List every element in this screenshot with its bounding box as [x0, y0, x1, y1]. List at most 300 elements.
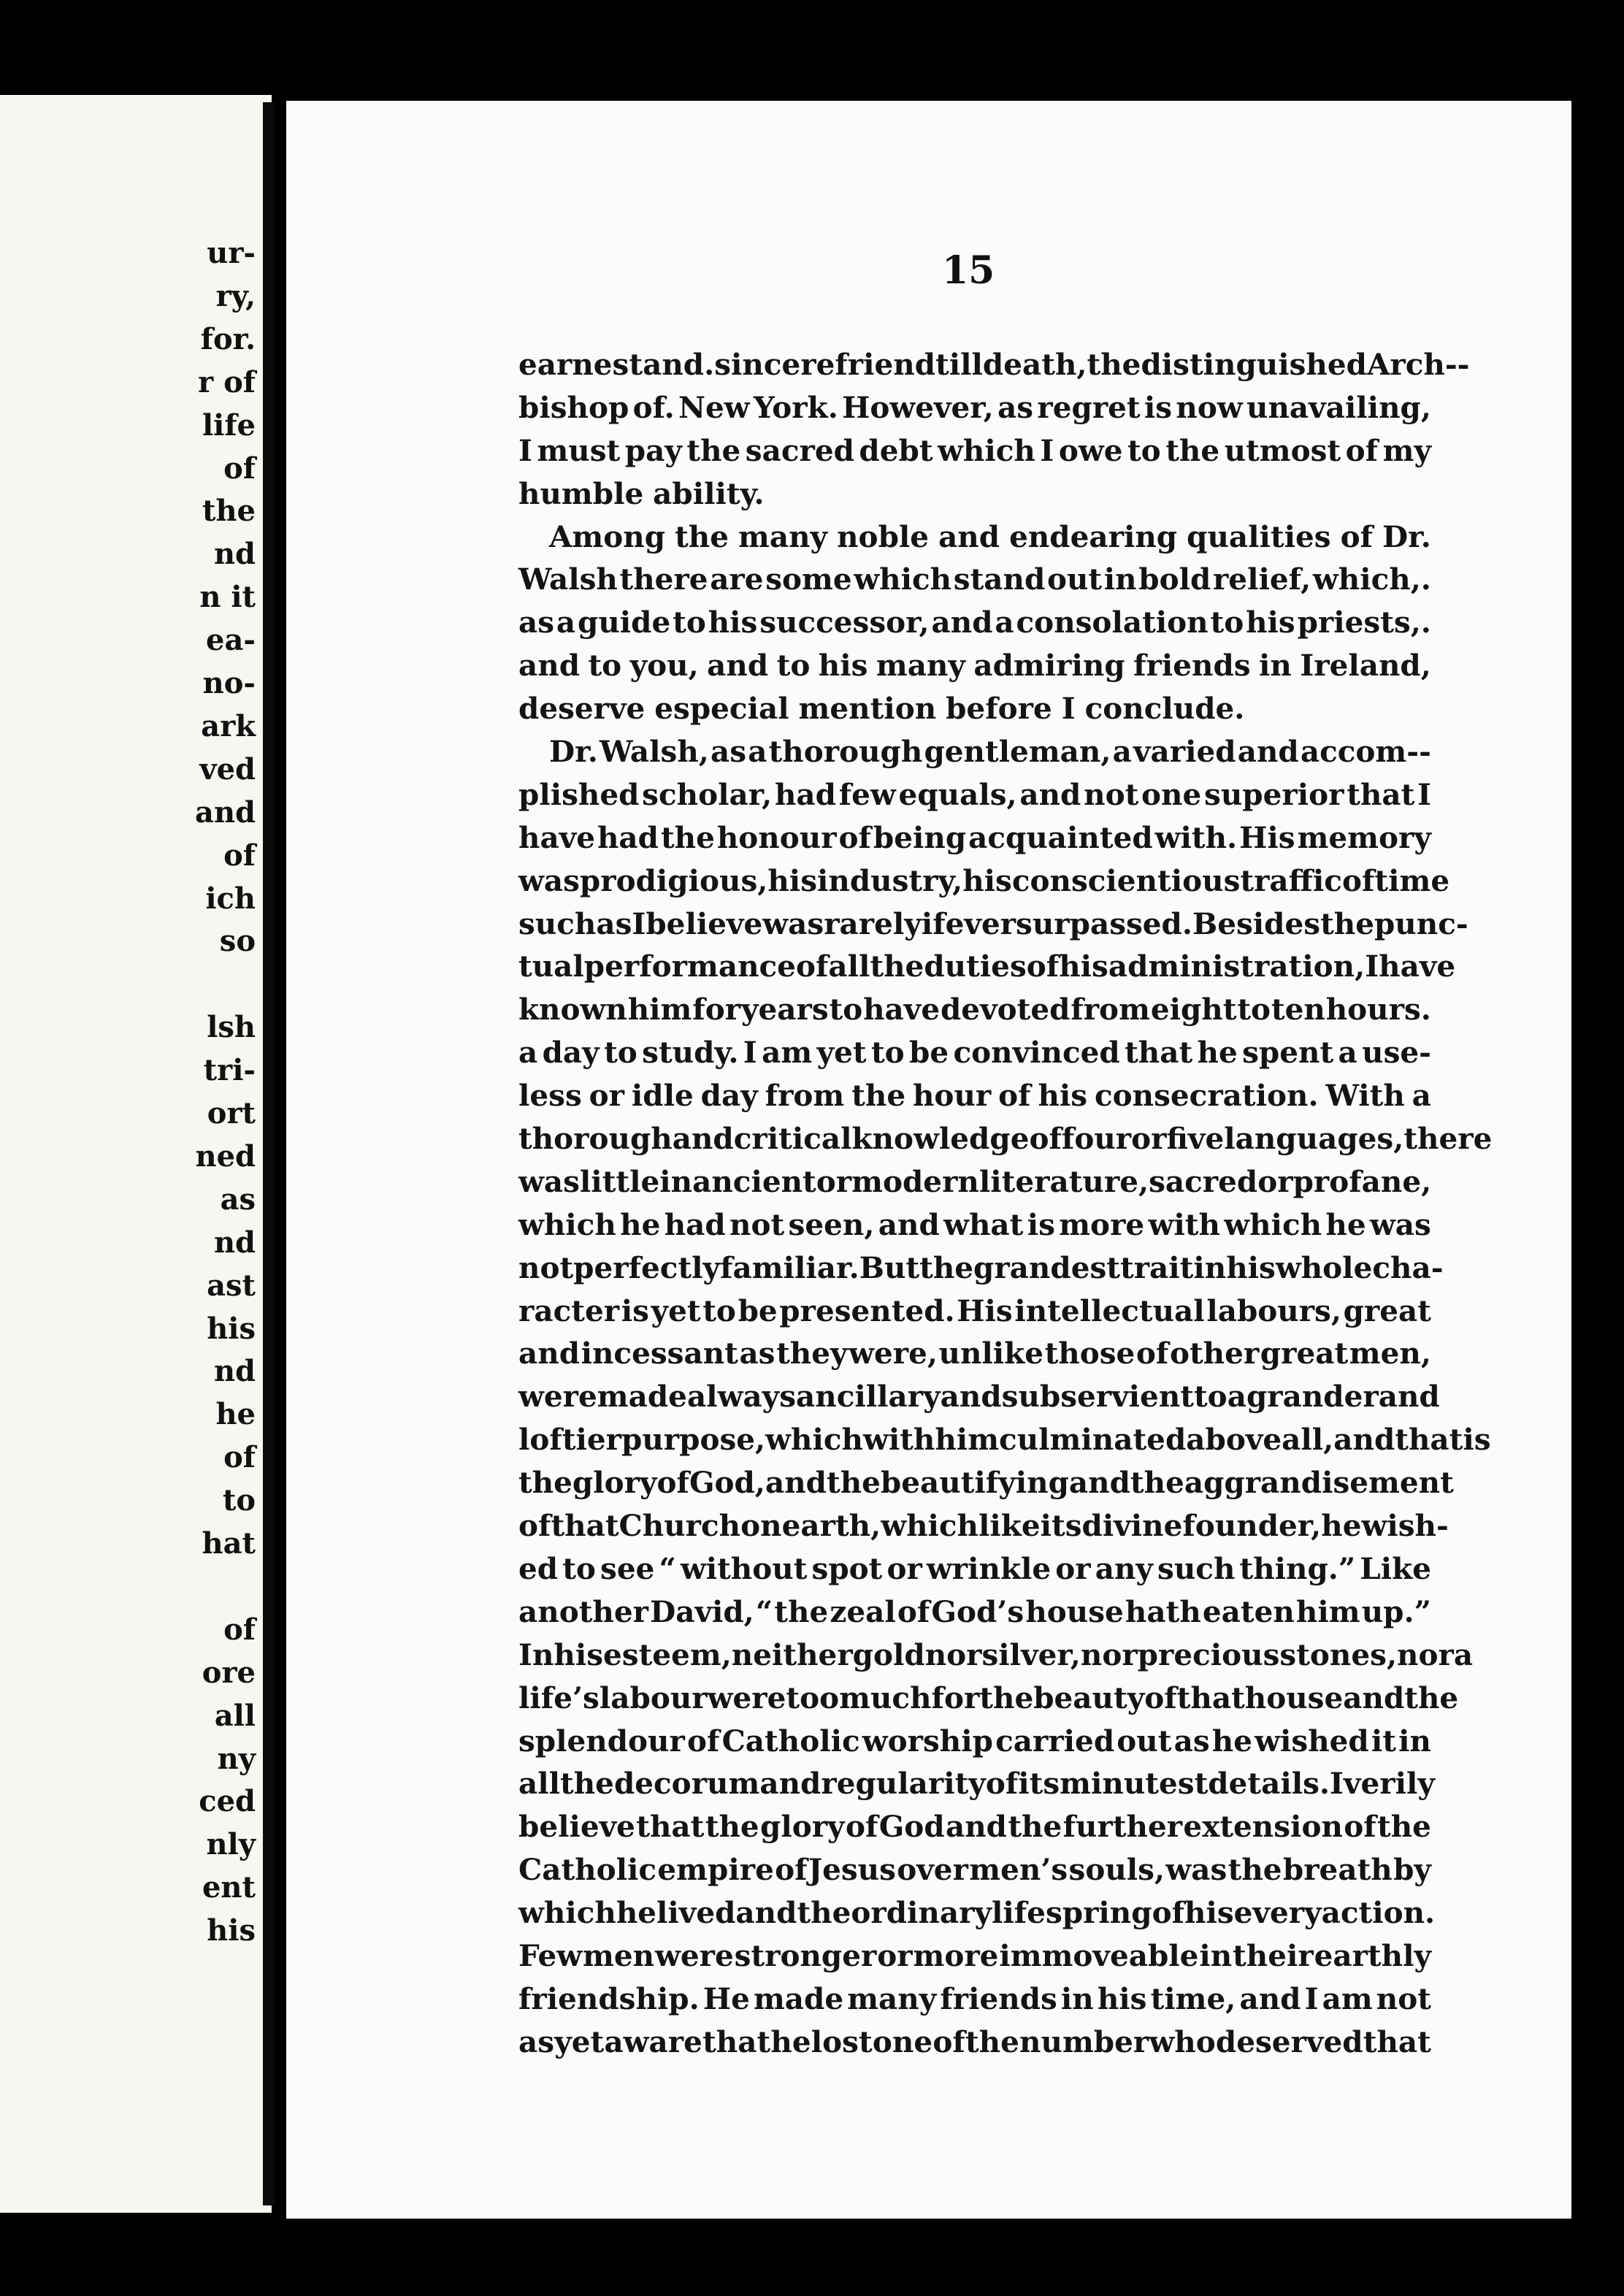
word: to	[1193, 1379, 1227, 1415]
word: in	[659, 1163, 693, 1199]
word: decorum	[613, 1766, 760, 1802]
word: in	[1103, 562, 1137, 597]
word: that	[1347, 776, 1415, 812]
word: life’s	[518, 1680, 600, 1715]
word: and	[1333, 1422, 1395, 1458]
word: and	[878, 1206, 940, 1242]
word: ability.	[653, 475, 765, 511]
word: was	[1165, 1852, 1227, 1888]
word: silver,	[981, 1637, 1081, 1672]
text-line	[518, 429, 1431, 472]
word: unavailing,	[1246, 389, 1431, 425]
word: the	[774, 1593, 829, 1629]
body-text	[518, 343, 1493, 2064]
word: convinced	[953, 1035, 1120, 1071]
word: and	[1239, 1981, 1301, 2016]
word: rarely	[824, 906, 922, 941]
word: the	[705, 1809, 759, 1845]
word: stones,	[1279, 1637, 1398, 1672]
word: in	[1398, 1723, 1431, 1759]
word: of	[1029, 1121, 1062, 1157]
word: men’s	[969, 1852, 1068, 1888]
word: But	[859, 1250, 920, 1285]
word: unlike	[938, 1336, 1044, 1371]
word: verily	[1343, 1766, 1435, 1802]
word: as	[1173, 1723, 1210, 1759]
text-line	[518, 1547, 1431, 1591]
word: sincere	[714, 347, 835, 382]
word: with	[1148, 1206, 1220, 1242]
word: a	[1338, 1035, 1357, 1071]
word: and	[938, 518, 1000, 554]
text-line	[518, 1978, 1431, 2021]
word: memory	[1297, 819, 1431, 855]
word: deserve	[518, 691, 646, 727]
text-line	[518, 601, 1431, 644]
word: and	[518, 648, 581, 684]
word: immoveable	[999, 1937, 1199, 1973]
word: empire	[657, 1852, 774, 1888]
word: presented.	[779, 1293, 955, 1328]
word: purpose,	[621, 1422, 766, 1458]
word: to	[870, 1035, 905, 1071]
word: that	[1176, 1680, 1245, 1715]
word: qualities	[1187, 518, 1331, 554]
word: In	[518, 1637, 554, 1672]
word: Walsh	[518, 562, 618, 597]
word: were	[655, 1937, 734, 1973]
word: noble	[837, 518, 930, 554]
word: industry,	[817, 862, 963, 898]
book-gutter	[263, 102, 275, 2205]
word: one	[1141, 776, 1202, 812]
text-line	[518, 1160, 1431, 1204]
word: to	[829, 992, 863, 1028]
word: I	[1417, 776, 1431, 812]
word: I	[1061, 691, 1076, 727]
word: beautifying	[880, 1465, 1069, 1501]
word: I	[632, 906, 646, 941]
word: intellectual	[1014, 1293, 1205, 1328]
word: him	[627, 992, 692, 1028]
word: perfectly	[573, 1250, 721, 1285]
word: the	[1087, 347, 1141, 382]
word: regularity	[821, 1766, 986, 1802]
text-line	[518, 1762, 1435, 1805]
word: a	[1412, 1078, 1431, 1114]
word: till	[935, 347, 983, 382]
word: scholar,	[642, 776, 773, 812]
word: made	[597, 1379, 687, 1415]
word: of	[897, 1593, 930, 1629]
word: had	[597, 819, 659, 855]
word: to	[1127, 432, 1161, 468]
word: his	[818, 648, 868, 684]
word: those	[1044, 1336, 1135, 1371]
word: had	[664, 1206, 726, 1242]
word: another	[518, 1593, 648, 1629]
word: and	[931, 605, 993, 640]
word: God	[878, 1809, 945, 1845]
word: time	[1374, 862, 1450, 898]
word: is	[1144, 389, 1173, 425]
word: have	[518, 819, 595, 855]
word: and	[1237, 734, 1299, 770]
word: his	[1097, 1981, 1147, 2016]
word: eight	[1150, 992, 1237, 1028]
word: action.	[1321, 1895, 1436, 1931]
word: as	[997, 389, 1034, 425]
word: ed	[518, 1550, 559, 1586]
word: bishop	[518, 389, 629, 425]
word: grander	[1246, 1379, 1379, 1415]
word: With	[1325, 1078, 1405, 1114]
word: ever	[945, 906, 1016, 941]
word: Catholic	[721, 1723, 860, 1759]
text-line	[518, 1074, 1431, 1117]
word: of	[985, 1766, 1019, 1802]
word: in	[1060, 1981, 1094, 2016]
word: which,.	[1312, 562, 1431, 597]
word: varied	[1133, 734, 1236, 770]
facing-page-fragment: of	[223, 838, 256, 873]
word: acquainted	[968, 819, 1153, 855]
facing-page-fragment: life	[202, 407, 256, 443]
word: are	[710, 562, 764, 597]
word: known	[518, 992, 627, 1028]
text-line	[518, 945, 1456, 988]
word: literature,	[978, 1163, 1149, 1199]
word: a	[1453, 1637, 1474, 1672]
word: now	[1176, 389, 1243, 425]
text-line	[518, 386, 1431, 429]
word: that	[1125, 1035, 1193, 1071]
word: hath	[1125, 1593, 1201, 1629]
word: souls,	[1068, 1852, 1165, 1888]
text-line	[518, 860, 1450, 903]
word: up.”	[1361, 1593, 1431, 1629]
word: “	[659, 1550, 676, 1586]
word: Walsh,	[599, 734, 709, 770]
word: owe	[1058, 432, 1123, 468]
word: cha-	[1372, 1250, 1444, 1285]
word: of	[1341, 862, 1375, 898]
word: earnest	[518, 347, 643, 382]
word: five	[1166, 1121, 1225, 1157]
word: duties	[924, 949, 1027, 984]
word: there	[619, 562, 708, 597]
word: guide	[578, 605, 671, 640]
text-line	[518, 773, 1431, 816]
word: splendour	[518, 1723, 685, 1759]
facing-page-fragment: ea-	[206, 623, 256, 658]
word: and	[940, 1379, 1002, 1415]
word: less	[518, 1078, 582, 1114]
text-line	[518, 988, 1431, 1031]
word: the	[660, 819, 715, 855]
word: for	[931, 1680, 980, 1715]
word: him	[935, 1422, 1000, 1458]
word: he	[1325, 1206, 1366, 1242]
text-line	[518, 1634, 1474, 1677]
word: I	[1330, 1766, 1344, 1802]
word: death,	[982, 347, 1087, 382]
word: his	[962, 862, 1012, 898]
word: of	[775, 1852, 808, 1888]
word: conscientious	[1011, 862, 1241, 898]
word: years	[740, 992, 829, 1028]
word: His	[1239, 819, 1295, 855]
word: much	[839, 1680, 932, 1715]
word: was	[518, 1163, 580, 1199]
word: his	[708, 605, 758, 640]
word: trait	[1119, 1250, 1194, 1285]
word: equals,	[898, 776, 1017, 812]
word: who	[1149, 2024, 1216, 2059]
facing-page-fragment: nly	[206, 1827, 256, 1862]
word: and	[1019, 776, 1081, 812]
word: nor	[1080, 1637, 1138, 1672]
word: is	[1463, 1422, 1491, 1458]
word: he	[1197, 1035, 1238, 1071]
facing-page-fragment: ich	[205, 881, 256, 916]
word: gentleman,	[924, 734, 1111, 770]
word: distinguished	[1141, 347, 1367, 382]
facing-page-fragment: ced	[199, 1784, 256, 1819]
word: His	[957, 1293, 1013, 1328]
word: such	[518, 906, 597, 941]
word: nor	[924, 1637, 982, 1672]
word: hour	[912, 1078, 992, 1114]
word: you,	[629, 648, 699, 684]
word: and	[518, 1336, 581, 1371]
word: Catholic	[518, 1852, 657, 1888]
word: the	[851, 1078, 906, 1114]
word: aware	[604, 2024, 702, 2059]
word: I	[518, 432, 532, 468]
word: I	[743, 1035, 757, 1071]
word: little	[579, 1163, 660, 1199]
word: to	[604, 1035, 637, 1071]
word: thorough	[768, 734, 923, 770]
word: utmost	[1224, 432, 1341, 468]
word: grandest	[973, 1250, 1120, 1285]
text-line	[518, 644, 1431, 687]
word: thorough	[518, 1121, 673, 1157]
word: Few	[518, 1937, 583, 1973]
word: his	[1246, 605, 1295, 640]
word: its	[1040, 1508, 1082, 1544]
word: one	[872, 2024, 933, 2059]
word: being	[873, 819, 967, 855]
word: the	[518, 1465, 572, 1501]
word: a	[1112, 734, 1132, 770]
word: before	[946, 691, 1052, 727]
word: deserved	[1215, 2024, 1363, 2059]
facing-page-fragment: ort	[207, 1096, 256, 1130]
facing-page-fragment: ore	[202, 1655, 256, 1690]
word: Dr.	[1382, 518, 1431, 554]
text-line	[518, 903, 1468, 946]
word: neither	[731, 1637, 853, 1672]
word: God,	[689, 1465, 765, 1501]
word: profane,	[1292, 1163, 1432, 1199]
word: to	[1210, 605, 1244, 640]
word: his	[1059, 949, 1108, 984]
word: David,	[650, 1593, 754, 1629]
word: with.	[1154, 819, 1238, 855]
facing-page-fragment: ur-	[207, 236, 256, 270]
facing-page-fragment: hat	[202, 1526, 256, 1561]
word: relief,	[1212, 562, 1311, 597]
word: that	[636, 1809, 705, 1845]
word: they	[776, 1336, 848, 1371]
word: as	[596, 906, 632, 941]
text-line	[518, 1891, 1436, 1935]
word: or	[816, 1163, 852, 1199]
word: pay	[624, 432, 682, 468]
word: house	[1244, 1680, 1344, 1715]
text-line	[518, 1805, 1431, 1848]
word: idle	[631, 1078, 694, 1114]
word: his	[554, 1637, 604, 1672]
word: on	[740, 1508, 782, 1544]
word: the	[1377, 1809, 1431, 1845]
word: worship	[862, 1723, 993, 1759]
word: their	[1233, 1937, 1314, 1973]
word: performance	[583, 949, 796, 984]
word: that	[551, 1508, 619, 1544]
word: to	[588, 648, 622, 684]
word: from	[765, 1078, 845, 1114]
word: endearing	[1009, 518, 1178, 554]
word: carried	[995, 1723, 1115, 1759]
word: and	[1343, 1680, 1405, 1715]
word: was	[762, 906, 824, 941]
facing-page-fragment: nd	[213, 537, 256, 572]
word: accom--	[1300, 734, 1431, 770]
word: he	[620, 1206, 661, 1242]
word: few	[838, 776, 896, 812]
word: of	[1340, 518, 1374, 554]
word: sacred	[745, 432, 854, 468]
word: there	[1403, 1121, 1493, 1157]
word: Ireland,	[1300, 648, 1431, 684]
word: a	[1227, 1379, 1246, 1415]
word: Among	[549, 518, 666, 554]
word: to	[702, 1293, 736, 1328]
word: culminated	[999, 1422, 1187, 1458]
text-line	[518, 1418, 1491, 1461]
word: of	[838, 819, 871, 855]
word: without	[680, 1550, 808, 1586]
word: tual	[518, 949, 584, 984]
word: gold	[852, 1637, 925, 1672]
word: and	[707, 648, 769, 684]
word: the	[1130, 1465, 1184, 1501]
word: devoted	[940, 992, 1070, 1028]
word: or	[1257, 1163, 1293, 1199]
word: of	[1135, 1336, 1169, 1371]
facing-page-fragment: of	[223, 1440, 256, 1475]
word: the	[1404, 1680, 1459, 1715]
word: of	[795, 949, 829, 984]
word: by	[1393, 1852, 1431, 1888]
word: of	[686, 1723, 720, 1759]
word: more	[1059, 1206, 1145, 1242]
word: consolation	[1016, 605, 1209, 640]
text-line	[518, 1720, 1431, 1763]
word: life	[991, 1895, 1046, 1931]
word: further	[1062, 1809, 1183, 1845]
facing-page-fragment: as	[220, 1182, 256, 1217]
facing-page-fragment: and	[195, 795, 256, 830]
word: have	[1379, 949, 1456, 984]
facing-page-fragment: ark	[201, 708, 256, 743]
word: or	[877, 1937, 913, 1973]
word: spent	[1242, 1035, 1334, 1071]
word: the	[979, 1680, 1034, 1715]
word: am	[762, 1035, 813, 1071]
word: was	[518, 862, 580, 898]
word: which	[765, 1422, 863, 1458]
word: successor,	[759, 605, 930, 640]
word: great	[1343, 1293, 1431, 1328]
word: priests,.	[1297, 605, 1431, 640]
word: glory	[572, 1465, 657, 1501]
word: New	[678, 389, 750, 425]
word: be	[909, 1035, 949, 1071]
word: as	[710, 734, 747, 770]
word: above	[1186, 1422, 1282, 1458]
word: Dr.	[549, 734, 598, 770]
word: of	[845, 1809, 878, 1845]
word: sacred	[1149, 1163, 1258, 1199]
word: earth,	[781, 1508, 881, 1544]
word: number	[1019, 2024, 1149, 2059]
word: traffic	[1240, 862, 1342, 898]
word: I	[1365, 949, 1379, 984]
word: plished	[518, 776, 640, 812]
word: of	[518, 1508, 551, 1544]
word: prodigious,	[579, 862, 768, 898]
facing-page-fragment: r of	[198, 364, 256, 399]
text-line	[518, 1848, 1431, 1891]
word: consecration.	[1094, 1078, 1319, 1114]
facing-page-fragment: to	[222, 1483, 256, 1518]
facing-page-fragment: nd	[213, 1225, 256, 1260]
word: for	[692, 992, 741, 1028]
word: am	[1322, 1981, 1373, 2016]
word: or	[589, 1078, 625, 1114]
word: believe	[646, 906, 763, 941]
word: and	[672, 1121, 734, 1157]
word: admiring	[973, 648, 1125, 684]
word: he	[1321, 1508, 1362, 1544]
word: Arch--	[1366, 347, 1470, 382]
word: must	[537, 432, 621, 468]
facing-page-fragment: he	[215, 1397, 256, 1432]
word: and	[735, 1895, 797, 1931]
word: out	[1116, 1723, 1172, 1759]
word: more	[913, 1937, 999, 1973]
word: wish-	[1361, 1508, 1449, 1544]
word: seen,	[788, 1206, 875, 1242]
word: of	[1152, 1895, 1184, 1931]
facing-page-fragment: so	[219, 924, 256, 959]
facing-page-fragment: n it	[199, 580, 256, 615]
facing-page-fragment: no-	[202, 666, 256, 700]
